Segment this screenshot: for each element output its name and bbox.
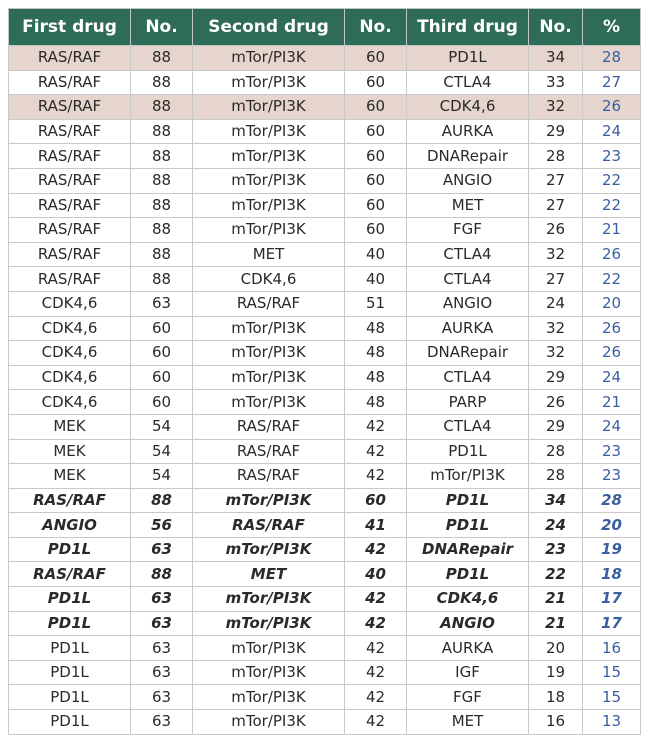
third-drug-count-cell: 27 — [529, 193, 583, 218]
drug-combination-table-container — [8, 8, 640, 735]
percent-cell: 17 — [583, 587, 641, 612]
first-drug-cell: PD1L — [9, 537, 131, 562]
table-row — [9, 660, 641, 685]
percent-cell: 24 — [583, 365, 641, 390]
second-drug-count-cell: 41 — [345, 513, 407, 538]
first-drug-count-cell: 88 — [131, 95, 193, 120]
first-drug-count-cell: 60 — [131, 390, 193, 415]
third-drug-count-cell: 19 — [529, 660, 583, 685]
first-drug-cell: MEK — [9, 464, 131, 489]
percent-cell: 26 — [583, 242, 641, 267]
first-drug-cell: PD1L — [9, 611, 131, 636]
third-drug-count-cell: 32 — [529, 341, 583, 366]
table-row — [9, 316, 641, 341]
percent-cell: 17 — [583, 611, 641, 636]
second-drug-cell: mTor/PI3K — [193, 537, 345, 562]
third-drug-count-cell: 20 — [529, 636, 583, 661]
first-drug-cell: RAS/RAF — [9, 562, 131, 587]
third-drug-count-cell: 16 — [529, 710, 583, 735]
third-drug-count-cell: 21 — [529, 611, 583, 636]
first-drug-count-cell: 63 — [131, 537, 193, 562]
third-drug-count-cell: 21 — [529, 587, 583, 612]
first-drug-cell: RAS/RAF — [9, 70, 131, 95]
first-drug-cell: CDK4,6 — [9, 365, 131, 390]
first-drug-cell: ANGIO — [9, 513, 131, 538]
percent-cell: 19 — [583, 537, 641, 562]
first-drug-cell: RAS/RAF — [9, 267, 131, 292]
second-drug-cell: mTor/PI3K — [193, 218, 345, 243]
third-drug-count-cell: 22 — [529, 562, 583, 587]
table-row — [9, 414, 641, 439]
first-drug-count-cell: 63 — [131, 291, 193, 316]
second-drug-cell: mTor/PI3K — [193, 193, 345, 218]
second-drug-count-cell: 60 — [345, 95, 407, 120]
second-drug-cell: mTor/PI3K — [193, 46, 345, 71]
third-drug-cell: AURKA — [407, 119, 529, 144]
percent-cell: 20 — [583, 291, 641, 316]
third-drug-cell: PD1L — [407, 46, 529, 71]
drug-combination-table — [8, 8, 641, 735]
third-drug-count-cell: 27 — [529, 267, 583, 292]
first-drug-count-cell: 88 — [131, 267, 193, 292]
second-drug-cell: RAS/RAF — [193, 414, 345, 439]
table-row — [9, 291, 641, 316]
third-drug-cell: PD1L — [407, 488, 529, 513]
second-drug-count-cell: 60 — [345, 218, 407, 243]
first-drug-count-cell: 88 — [131, 242, 193, 267]
second-drug-count-cell: 42 — [345, 587, 407, 612]
first-drug-count-cell: 54 — [131, 414, 193, 439]
second-drug-count-cell: 48 — [345, 365, 407, 390]
header-first-drug: First drug — [9, 9, 131, 46]
percent-cell: 23 — [583, 144, 641, 169]
first-drug-count-cell: 88 — [131, 562, 193, 587]
percent-cell: 15 — [583, 660, 641, 685]
third-drug-count-cell: 34 — [529, 488, 583, 513]
second-drug-count-cell: 48 — [345, 316, 407, 341]
second-drug-cell: mTor/PI3K — [193, 636, 345, 661]
first-drug-cell: PD1L — [9, 660, 131, 685]
table-row — [9, 587, 641, 612]
percent-cell: 28 — [583, 488, 641, 513]
percent-cell: 16 — [583, 636, 641, 661]
second-drug-cell: mTor/PI3K — [193, 660, 345, 685]
percent-cell: 22 — [583, 193, 641, 218]
second-drug-cell: mTor/PI3K — [193, 611, 345, 636]
table-row — [9, 636, 641, 661]
table-row — [9, 95, 641, 120]
percent-cell: 26 — [583, 341, 641, 366]
second-drug-cell: mTor/PI3K — [193, 710, 345, 735]
third-drug-count-cell: 34 — [529, 46, 583, 71]
third-drug-cell: CDK4,6 — [407, 95, 529, 120]
first-drug-cell: RAS/RAF — [9, 144, 131, 169]
table-row — [9, 119, 641, 144]
third-drug-cell: AURKA — [407, 636, 529, 661]
third-drug-cell: DNARepair — [407, 537, 529, 562]
third-drug-cell: PD1L — [407, 513, 529, 538]
table-row — [9, 562, 641, 587]
percent-cell: 26 — [583, 316, 641, 341]
third-drug-cell: CDK4,6 — [407, 587, 529, 612]
first-drug-cell: MEK — [9, 439, 131, 464]
percent-cell: 18 — [583, 562, 641, 587]
third-drug-cell: ANGIO — [407, 168, 529, 193]
first-drug-count-cell: 88 — [131, 193, 193, 218]
second-drug-count-cell: 42 — [345, 636, 407, 661]
second-drug-count-cell: 60 — [345, 193, 407, 218]
percent-cell: 22 — [583, 168, 641, 193]
percent-cell: 23 — [583, 464, 641, 489]
percent-cell: 15 — [583, 685, 641, 710]
third-drug-cell: PD1L — [407, 439, 529, 464]
first-drug-cell: RAS/RAF — [9, 95, 131, 120]
percent-cell: 28 — [583, 46, 641, 71]
third-drug-count-cell: 28 — [529, 439, 583, 464]
second-drug-cell: mTor/PI3K — [193, 95, 345, 120]
second-drug-cell: MET — [193, 242, 345, 267]
table-row — [9, 144, 641, 169]
percent-cell: 21 — [583, 390, 641, 415]
first-drug-count-cell: 63 — [131, 685, 193, 710]
second-drug-cell: mTor/PI3K — [193, 316, 345, 341]
third-drug-cell: CTLA4 — [407, 70, 529, 95]
table-row — [9, 537, 641, 562]
second-drug-cell: mTor/PI3K — [193, 168, 345, 193]
second-drug-count-cell: 60 — [345, 70, 407, 95]
second-drug-count-cell: 60 — [345, 46, 407, 71]
table-row — [9, 513, 641, 538]
table-row — [9, 193, 641, 218]
second-drug-cell: RAS/RAF — [193, 513, 345, 538]
first-drug-count-cell: 88 — [131, 144, 193, 169]
second-drug-cell: CDK4,6 — [193, 267, 345, 292]
percent-cell: 24 — [583, 119, 641, 144]
third-drug-cell: CTLA4 — [407, 414, 529, 439]
third-drug-count-cell: 24 — [529, 513, 583, 538]
table-row — [9, 710, 641, 735]
percent-cell: 22 — [583, 267, 641, 292]
header-third-drug: Third drug — [407, 9, 529, 46]
first-drug-cell: MEK — [9, 414, 131, 439]
third-drug-count-cell: 29 — [529, 414, 583, 439]
second-drug-count-cell: 42 — [345, 611, 407, 636]
percent-cell: 20 — [583, 513, 641, 538]
first-drug-cell: RAS/RAF — [9, 242, 131, 267]
third-drug-count-cell: 28 — [529, 464, 583, 489]
first-drug-count-cell: 63 — [131, 587, 193, 612]
second-drug-cell: mTor/PI3K — [193, 341, 345, 366]
table-row — [9, 267, 641, 292]
third-drug-cell: IGF — [407, 660, 529, 685]
table-row — [9, 168, 641, 193]
first-drug-count-cell: 60 — [131, 365, 193, 390]
second-drug-cell: mTor/PI3K — [193, 685, 345, 710]
third-drug-cell: CTLA4 — [407, 267, 529, 292]
third-drug-cell: ANGIO — [407, 611, 529, 636]
table-row — [9, 70, 641, 95]
first-drug-count-cell: 54 — [131, 464, 193, 489]
first-drug-cell: PD1L — [9, 685, 131, 710]
second-drug-count-cell: 42 — [345, 439, 407, 464]
second-drug-count-cell: 42 — [345, 660, 407, 685]
first-drug-cell: PD1L — [9, 587, 131, 612]
table-row — [9, 611, 641, 636]
second-drug-count-cell: 48 — [345, 390, 407, 415]
second-drug-cell: RAS/RAF — [193, 464, 345, 489]
first-drug-cell: RAS/RAF — [9, 218, 131, 243]
table-row — [9, 46, 641, 71]
table-row — [9, 464, 641, 489]
second-drug-cell: mTor/PI3K — [193, 488, 345, 513]
first-drug-cell: PD1L — [9, 710, 131, 735]
third-drug-cell: MET — [407, 193, 529, 218]
second-drug-count-cell: 42 — [345, 537, 407, 562]
third-drug-count-cell: 24 — [529, 291, 583, 316]
third-drug-cell: CTLA4 — [407, 242, 529, 267]
first-drug-cell: PD1L — [9, 636, 131, 661]
table-header — [9, 9, 641, 46]
second-drug-cell: RAS/RAF — [193, 291, 345, 316]
second-drug-count-cell: 42 — [345, 414, 407, 439]
table-row — [9, 341, 641, 366]
header-percent: % — [583, 9, 641, 46]
percent-cell: 26 — [583, 95, 641, 120]
third-drug-count-cell: 33 — [529, 70, 583, 95]
percent-cell: 24 — [583, 414, 641, 439]
third-drug-cell: FGF — [407, 685, 529, 710]
table-row — [9, 218, 641, 243]
second-drug-count-cell: 60 — [345, 168, 407, 193]
third-drug-cell: DNARepair — [407, 341, 529, 366]
second-drug-cell: MET — [193, 562, 345, 587]
first-drug-count-cell: 88 — [131, 218, 193, 243]
header-second-drug-count: No. — [345, 9, 407, 46]
first-drug-count-cell: 88 — [131, 488, 193, 513]
second-drug-count-cell: 40 — [345, 242, 407, 267]
first-drug-count-cell: 63 — [131, 660, 193, 685]
first-drug-cell: CDK4,6 — [9, 291, 131, 316]
first-drug-count-cell: 88 — [131, 119, 193, 144]
percent-cell: 21 — [583, 218, 641, 243]
first-drug-cell: CDK4,6 — [9, 390, 131, 415]
second-drug-cell: mTor/PI3K — [193, 587, 345, 612]
header-second-drug: Second drug — [193, 9, 345, 46]
third-drug-count-cell: 32 — [529, 95, 583, 120]
first-drug-count-cell: 54 — [131, 439, 193, 464]
third-drug-cell: DNARepair — [407, 144, 529, 169]
first-drug-count-cell: 88 — [131, 168, 193, 193]
third-drug-count-cell: 29 — [529, 365, 583, 390]
third-drug-cell: MET — [407, 710, 529, 735]
second-drug-count-cell: 60 — [345, 488, 407, 513]
third-drug-count-cell: 28 — [529, 144, 583, 169]
table-body — [9, 46, 641, 735]
second-drug-count-cell: 42 — [345, 464, 407, 489]
second-drug-cell: mTor/PI3K — [193, 70, 345, 95]
third-drug-count-cell: 26 — [529, 390, 583, 415]
second-drug-count-cell: 42 — [345, 685, 407, 710]
first-drug-count-cell: 88 — [131, 46, 193, 71]
third-drug-count-cell: 29 — [529, 119, 583, 144]
percent-cell: 27 — [583, 70, 641, 95]
second-drug-count-cell: 40 — [345, 562, 407, 587]
header-row — [9, 9, 641, 46]
third-drug-cell: FGF — [407, 218, 529, 243]
table-row — [9, 390, 641, 415]
second-drug-cell: mTor/PI3K — [193, 365, 345, 390]
second-drug-count-cell: 42 — [345, 710, 407, 735]
table-row — [9, 685, 641, 710]
first-drug-cell: CDK4,6 — [9, 316, 131, 341]
first-drug-count-cell: 63 — [131, 611, 193, 636]
third-drug-count-cell: 32 — [529, 242, 583, 267]
second-drug-count-cell: 60 — [345, 119, 407, 144]
third-drug-cell: PD1L — [407, 562, 529, 587]
percent-cell: 13 — [583, 710, 641, 735]
second-drug-cell: mTor/PI3K — [193, 144, 345, 169]
table-row — [9, 242, 641, 267]
first-drug-count-cell: 88 — [131, 70, 193, 95]
second-drug-cell: mTor/PI3K — [193, 390, 345, 415]
header-third-drug-count: No. — [529, 9, 583, 46]
second-drug-cell: mTor/PI3K — [193, 119, 345, 144]
first-drug-count-cell: 56 — [131, 513, 193, 538]
first-drug-count-cell: 60 — [131, 341, 193, 366]
third-drug-cell: mTor/PI3K — [407, 464, 529, 489]
third-drug-count-cell: 26 — [529, 218, 583, 243]
first-drug-count-cell: 60 — [131, 316, 193, 341]
first-drug-cell: CDK4,6 — [9, 341, 131, 366]
percent-cell: 23 — [583, 439, 641, 464]
first-drug-count-cell: 63 — [131, 710, 193, 735]
third-drug-count-cell: 27 — [529, 168, 583, 193]
first-drug-cell: RAS/RAF — [9, 193, 131, 218]
second-drug-count-cell: 60 — [345, 144, 407, 169]
table-row — [9, 488, 641, 513]
second-drug-cell: RAS/RAF — [193, 439, 345, 464]
header-first-drug-count: No. — [131, 9, 193, 46]
first-drug-count-cell: 63 — [131, 636, 193, 661]
third-drug-cell: PARP — [407, 390, 529, 415]
first-drug-cell: RAS/RAF — [9, 46, 131, 71]
table-row — [9, 365, 641, 390]
third-drug-cell: CTLA4 — [407, 365, 529, 390]
first-drug-cell: RAS/RAF — [9, 119, 131, 144]
third-drug-cell: ANGIO — [407, 291, 529, 316]
first-drug-cell: RAS/RAF — [9, 168, 131, 193]
third-drug-count-cell: 18 — [529, 685, 583, 710]
third-drug-cell: AURKA — [407, 316, 529, 341]
second-drug-count-cell: 51 — [345, 291, 407, 316]
table-row — [9, 439, 641, 464]
second-drug-count-cell: 40 — [345, 267, 407, 292]
first-drug-cell: RAS/RAF — [9, 488, 131, 513]
third-drug-count-cell: 23 — [529, 537, 583, 562]
third-drug-count-cell: 32 — [529, 316, 583, 341]
second-drug-count-cell: 48 — [345, 341, 407, 366]
